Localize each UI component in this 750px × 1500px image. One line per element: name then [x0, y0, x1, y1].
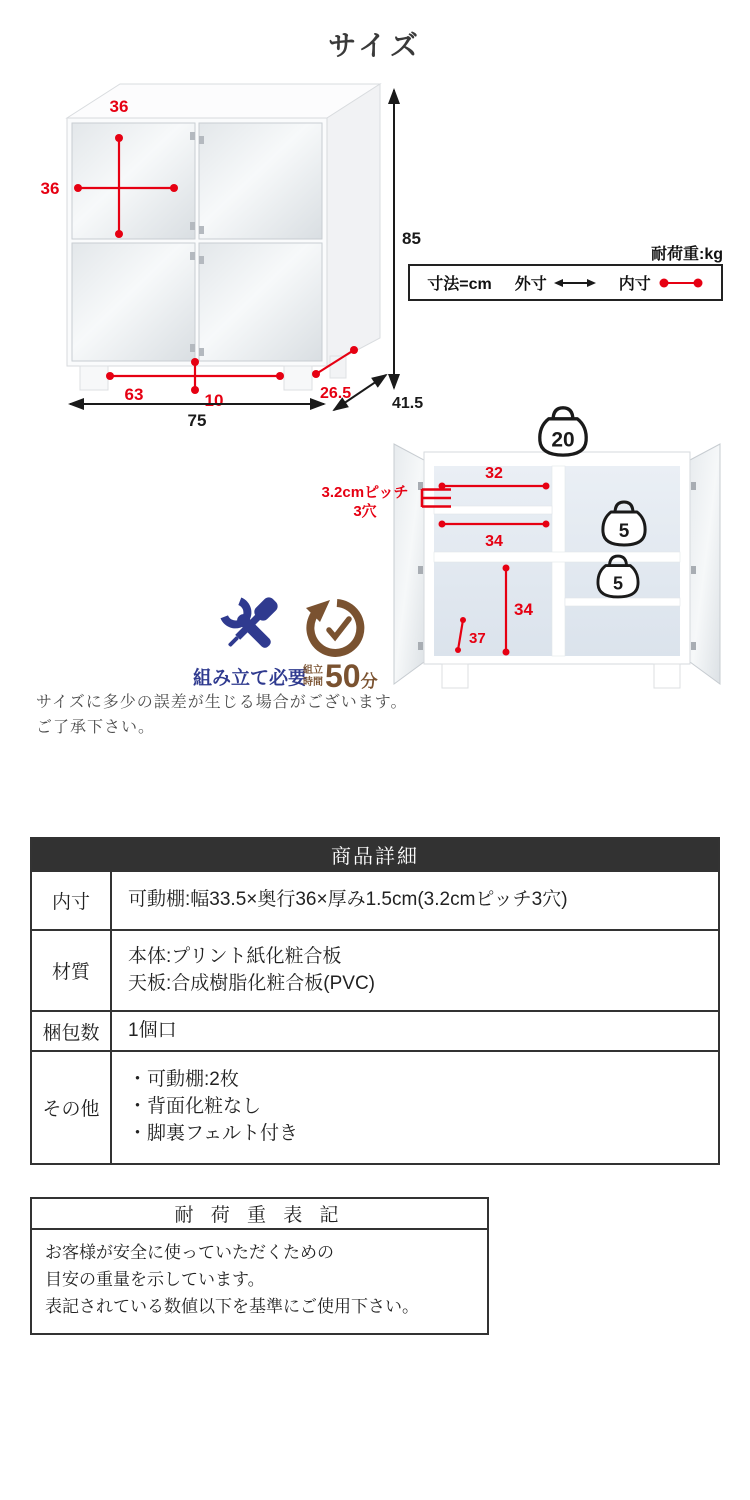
product-details-table: [30, 837, 720, 1165]
dim-depth: 41.5: [392, 395, 424, 412]
mirror-door-bottom-left: [72, 243, 195, 361]
shelf-pitch-note: [314, 484, 416, 522]
middle-divider: [434, 552, 680, 562]
row-label-material: 材質: [32, 931, 112, 1010]
dim-inner-depth: 37: [469, 630, 486, 647]
svg-text:5: 5: [618, 521, 630, 542]
tools-icon: [208, 590, 290, 662]
assembly-time-value: 50: [325, 658, 361, 694]
mirror-door-top-left: [72, 123, 195, 239]
load-notice-header: 耐 荷 重 表 記: [32, 1199, 487, 1230]
mirror-door-top-right: [199, 123, 322, 239]
row-value-line: ・脚裏フェルト付き: [128, 1122, 299, 1144]
assembly-time-unit: 分: [360, 672, 378, 691]
cabinet-leg-left: [80, 366, 108, 390]
table-row: [32, 929, 718, 1010]
shelf-pitch-line2: 3穴: [353, 502, 377, 520]
row-label-package-count: 梱包数: [32, 1012, 112, 1050]
cabinet-leg-right: [284, 366, 312, 390]
assembly-required-label: 組み立て必要: [192, 668, 307, 689]
adjustable-shelf-bottom-right: [565, 598, 680, 606]
dim-height: 85: [402, 229, 421, 248]
cabinet-side-face: [327, 84, 380, 366]
legend-inner-label: 内寸: [618, 276, 651, 293]
interior-leg-right: [654, 664, 680, 688]
row-value-line: 天板:合成樹脂化粧合板(PVC): [128, 972, 376, 994]
load-notice-line: 目安の重量を示しています。: [45, 1270, 265, 1290]
svg-text:5: 5: [612, 573, 624, 594]
load-notice-line: お客様が安全に使っていただくための: [45, 1243, 334, 1262]
details-table-header: 商品詳細: [32, 839, 718, 870]
load-unit-label: 耐荷重:kg: [650, 246, 723, 263]
load-notice-line: 表記されている数値以下を基準にご使用下さい。: [45, 1297, 419, 1317]
row-value-line: ・可動棚:2枚: [128, 1069, 239, 1091]
dim-inner-width-bottom: 34: [485, 533, 503, 550]
size-note-line2: ご了承下さい。: [36, 718, 156, 736]
front-cabinet-diagram: [22, 66, 452, 431]
assembly-time-prefix-line1: 組立: [303, 665, 323, 676]
mirror-door-bottom-right: [199, 243, 322, 361]
weight-icon-top-load: [540, 408, 586, 455]
dim-door-height: 36: [109, 97, 129, 116]
three-hole-pitch-icon: [420, 487, 454, 509]
table-row: [32, 870, 718, 929]
interior-cabinet-diagram: [366, 396, 748, 708]
load-notice-box: [30, 1197, 489, 1335]
dim-width: 75: [187, 411, 207, 430]
table-row: [32, 1010, 718, 1050]
dim-inner-height: 34: [514, 600, 533, 619]
shelf-pitch-line1: 3.2cmピッチ: [321, 484, 409, 501]
row-value-line: 本体:プリント紙化粧合板: [128, 945, 342, 967]
interior-leg-left: [442, 664, 468, 688]
row-value-line: ・背面化粧なし: [128, 1096, 262, 1118]
inner-dimension-line-icon: [658, 277, 704, 289]
legend-dim-unit: 寸法=cm: [427, 276, 492, 293]
size-note-line1: サイズに多少の誤差が生じる場合がございます。: [36, 694, 408, 711]
dim-side-inner-depth: 26.5: [320, 385, 352, 402]
legend-box: [408, 264, 723, 301]
row-value-line: 可動棚:幅33.5×奥行36×厚み1.5cm(3.2cmピッチ3穴): [128, 889, 568, 911]
row-value-line: 1個口: [128, 1019, 177, 1041]
dim-inner-width-top: 32: [485, 465, 503, 482]
size-tolerance-note: [36, 691, 407, 741]
dim-door-width: 36: [40, 179, 60, 198]
row-label-inner-dimensions: 内寸: [32, 872, 112, 929]
assembly-time-label: [303, 660, 378, 692]
assembly-time-prefix-line2: 時間: [303, 676, 323, 688]
svg-text:20: 20: [551, 428, 575, 452]
page-title: サイズ: [328, 30, 422, 61]
row-label-other: その他: [32, 1052, 112, 1163]
outer-dimension-arrow-icon: [554, 277, 596, 289]
assembly-time-clock-icon: [304, 594, 368, 660]
dim-leg-height: 10: [204, 391, 224, 410]
legend-outer-label: 外寸: [514, 276, 547, 293]
table-row: [32, 1050, 718, 1163]
dim-bottom-inner-width: 63: [124, 385, 144, 404]
